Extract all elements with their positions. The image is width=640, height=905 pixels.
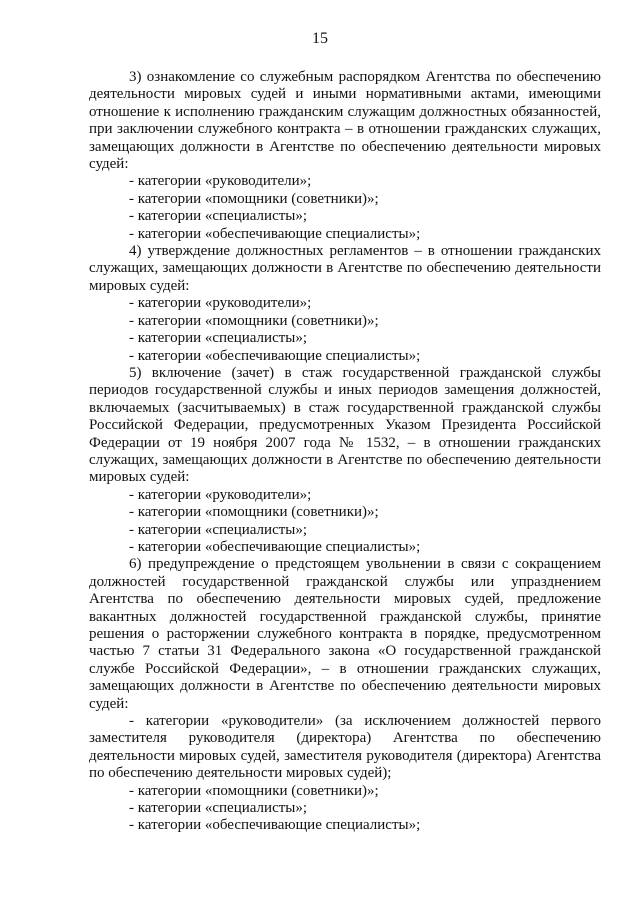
list-item: - категории «помощники (советники)»; [129,312,379,329]
list-item: - категории «помощники (советники)»; [129,782,379,799]
list-item: - категории «специалисты»; [129,330,308,347]
list-item-long: - категории «руководители» (за исключением должностей первого заместителя руководителя (директора) Агентства по обеспечению деятельности мировых судей, заместителя руководителя (директора) Агентства по обеспечению деятельности мировых судей); [89,713,601,782]
list-item: - категории «помощники (советники)»; [129,504,379,521]
list-item: - категории «обеспечивающие специалисты»; [129,225,421,242]
list-item: - категории «руководители»; [129,295,312,312]
list-item: - категории «обеспечивающие специалисты»; [129,347,421,364]
page-number: 15 [312,30,328,47]
list-item: - категории «специалисты»; [129,208,308,225]
paragraph-item-4: 4) утверждение должностных регламентов – в отношении гражданских служащих, замещающих должности в Агентстве по обеспечению деятельности мировых судей: [89,243,601,294]
paragraph-item-5: 5) включение (зачет) в стаж государственной гражданской службы периодов государственной службы и иных периодов замещения должностей, включаемых (засчитываемых) в стаж государственной гражданской службы Российской Федерации, предусмотренных Указом Президента Российской Федерации от 19 ноября 2007 года № 1532, – в отношении гражданских служащих, замещающих должности в Агентстве по обеспечению деятельности мировых судей: [89,364,601,486]
list-item: - категории «руководители»; [129,173,312,190]
document-body [89,69,601,835]
list-item: - категории «руководители»; [129,486,312,503]
paragraph-item-6: 6) предупреждение о предстоящем увольнении в связи с сокращением должностей государственной гражданской службы или упразднением Агентства по обеспечению деятельности мировых судей, предложение вакантных должностей государственной гражданской службы, принятие решения о расторжении служебного контракта в порядке, предусмотренном частью 7 статьи 31 Федерального закона «О государственной гражданской службе Российской Федерации», – в отношении гражданских служащих, замещающих должности в Агентстве по обеспечению деятельности мировых судей: [89,556,601,712]
paragraph-item-3: 3) ознакомление со служебным распорядком Агентства по обеспечению деятельности мировых судей и иными нормативными актами, имеющими отношение к исполнению гражданским служащим должностных обязанностей, при заключении служебного контракта – в отношении гражданских служащих, замещающих должности в Агентстве по обеспечению деятельности мировых судей: [89,69,601,173]
list-item: - категории «специалисты»; [129,800,308,817]
list-item: - категории «обеспечивающие специалисты»; [129,817,421,834]
list-item: - категории «обеспечивающие специалисты»; [129,538,421,555]
list-item: - категории «помощники (советники)»; [129,190,379,207]
list-item: - категории «специалисты»; [129,521,308,538]
